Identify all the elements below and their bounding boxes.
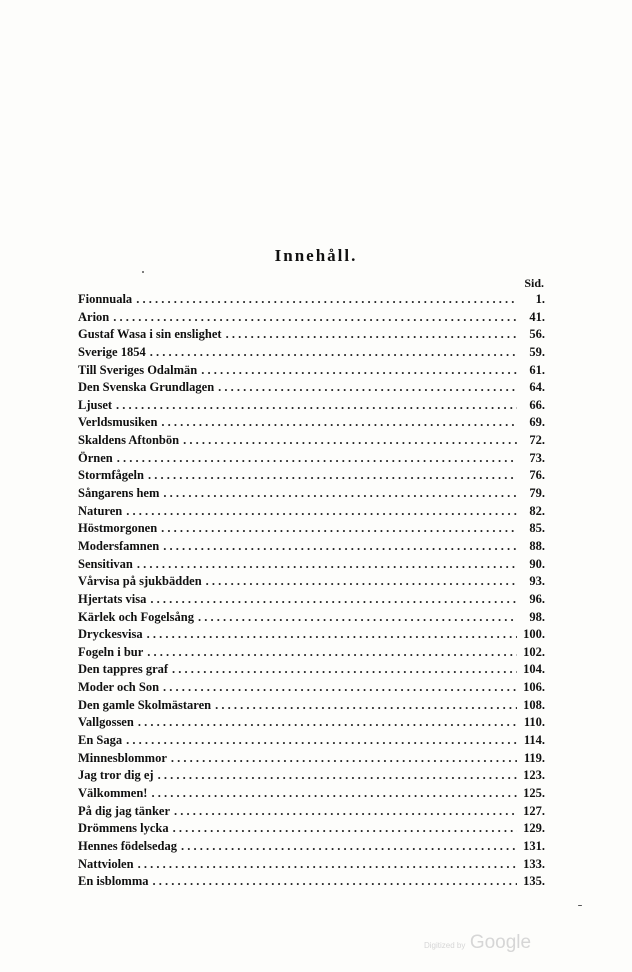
toc-entry-title: Välkommen! — [78, 785, 148, 800]
toc-entry-page: 41. — [529, 309, 545, 324]
toc-entry — [78, 857, 545, 875]
dot-leader — [173, 821, 517, 836]
toc-entry-page: 72. — [529, 433, 545, 448]
toc-entry — [78, 645, 545, 663]
dot-leader — [172, 662, 517, 677]
toc-entry-title: Höstmorgonen — [78, 521, 158, 536]
toc-entry-page: 133. — [523, 856, 545, 871]
dot-leader — [137, 557, 517, 572]
toc-entry — [78, 574, 545, 592]
toc-entry-page: 96. — [529, 591, 545, 606]
toc-entry-title: Moder och Son — [78, 680, 160, 695]
ink-speck — [142, 271, 144, 273]
toc-entry-page: 56. — [529, 327, 545, 342]
watermark-brand: Google — [469, 932, 532, 953]
toc-entry-page: 110. — [523, 715, 545, 730]
toc-entry — [78, 539, 545, 557]
toc-entry — [78, 486, 545, 504]
dot-leader — [136, 292, 517, 307]
toc-entry — [78, 821, 545, 839]
toc-entry-title: På dig jag tänker — [78, 803, 171, 818]
toc-entry — [78, 327, 545, 345]
toc-entry — [78, 557, 545, 575]
toc-entry — [78, 786, 545, 804]
page-column-label: Sid. — [524, 276, 544, 290]
toc-entry — [78, 398, 545, 416]
dot-leader — [218, 380, 517, 395]
toc-entry-page: 100. — [523, 627, 545, 642]
toc-entry-page: 93. — [529, 574, 545, 589]
toc-entry-page: 119. — [523, 750, 545, 765]
toc-entry-page: 135. — [523, 874, 545, 889]
toc-entry-page: 61. — [529, 362, 545, 377]
toc-entry — [78, 345, 545, 363]
toc-entry-page: 123. — [523, 768, 545, 783]
toc-entry-page: 82. — [529, 503, 545, 518]
dot-leader — [158, 768, 517, 783]
dot-leader — [138, 715, 517, 730]
toc-entry-title: Skaldens Aftonbön — [78, 433, 180, 448]
dot-leader — [151, 786, 517, 801]
toc-entry — [78, 415, 545, 433]
dot-leader — [126, 733, 517, 748]
toc-entry-title: Stormfågeln — [78, 468, 144, 483]
toc-entry — [78, 610, 545, 628]
toc-entry — [78, 627, 545, 645]
toc-entry-title: Vallgossen — [78, 715, 134, 730]
toc-entry-title: Arion — [78, 309, 110, 324]
toc-entry — [78, 310, 545, 328]
toc-entry — [78, 433, 545, 451]
toc-entry-title: Modersfamnen — [78, 538, 160, 553]
toc-entry-title: Örnen — [78, 450, 113, 465]
toc-entry-title: Dryckesvisa — [78, 627, 143, 642]
toc-entry-page: 66. — [529, 397, 545, 412]
toc-entry-title: Sverige 1854 — [78, 344, 146, 359]
toc-entry-page: 88. — [529, 538, 545, 553]
toc-entry — [78, 733, 545, 751]
toc-entry — [78, 521, 545, 539]
dot-leader — [215, 698, 517, 713]
toc-entry — [78, 680, 545, 698]
watermark-prefix: Digitized by — [424, 941, 466, 950]
toc-entry-page: 106. — [523, 680, 545, 695]
toc-entry — [78, 592, 545, 610]
toc-entry-title: Verldsmusiken — [78, 415, 158, 430]
toc-entry — [78, 292, 545, 310]
toc-entry-page: 76. — [529, 468, 545, 483]
toc-entry-page: 102. — [523, 644, 545, 659]
dot-leader — [148, 468, 517, 483]
toc-entry-title: Sensitivan — [78, 556, 133, 571]
toc-entry — [78, 380, 545, 398]
toc-entry-title: Den tappres graf — [78, 662, 169, 677]
ink-speck — [578, 905, 582, 906]
toc-entry-page: 98. — [529, 609, 545, 624]
toc-entry-page: 59. — [529, 344, 545, 359]
toc-entry-title: Den gamle Skolmästaren — [78, 697, 212, 712]
toc-entry-title: Kärlek och Fogelsång — [78, 609, 194, 624]
dot-leader — [181, 839, 517, 854]
table-of-contents — [78, 292, 545, 892]
toc-entry-page: 64. — [529, 380, 545, 395]
dot-leader — [113, 310, 517, 325]
toc-entry — [78, 662, 545, 680]
toc-entry-title: Fionnuala — [78, 292, 133, 306]
toc-entry-page: 108. — [523, 697, 545, 712]
toc-entry — [78, 768, 545, 786]
toc-entry — [78, 698, 545, 716]
toc-entry-page: 104. — [523, 662, 545, 677]
toc-entry-title: Drömmens lycka — [78, 821, 169, 836]
toc-entry-page: 90. — [529, 556, 545, 571]
toc-entry-title: Nattviolen — [78, 856, 134, 871]
toc-entry-page: 131. — [523, 838, 545, 853]
dot-leader — [174, 804, 517, 819]
toc-entry-page: 85. — [529, 521, 545, 536]
toc-entry-page: 114. — [523, 733, 545, 748]
toc-entry-title: En Saga — [78, 733, 123, 748]
dot-leader — [153, 874, 517, 889]
toc-entry — [78, 874, 545, 892]
toc-entry — [78, 451, 545, 469]
toc-entry-page: 69. — [529, 415, 545, 430]
dot-leader — [163, 539, 517, 554]
dot-leader — [161, 415, 517, 430]
toc-entry-title: Gustaf Wasa i sin enslighet — [78, 327, 222, 342]
toc-entry-title: Sångarens hem — [78, 486, 160, 501]
dot-leader — [206, 574, 517, 589]
dot-leader — [117, 451, 517, 466]
toc-entry-title: Hennes födelsedag — [78, 838, 177, 853]
toc-entry-title: Vårvisa på sjukbädden — [78, 574, 202, 589]
dot-leader — [183, 433, 517, 448]
toc-entry-title: Hjertats visa — [78, 591, 147, 606]
toc-entry — [78, 839, 545, 857]
page-title: Innehåll. — [274, 246, 358, 265]
dot-leader — [150, 592, 517, 607]
toc-entry-page: 127. — [523, 803, 545, 818]
dot-leader — [163, 486, 517, 501]
toc-entry-page: 73. — [529, 450, 545, 465]
toc-entry-title: Jag tror dig ej — [78, 768, 154, 783]
dot-leader — [163, 680, 517, 695]
toc-entry-title: En isblomma — [78, 874, 149, 889]
dot-leader — [147, 645, 517, 660]
dot-leader — [226, 327, 517, 342]
toc-entry-title: Naturen — [78, 503, 123, 518]
toc-entry-page: 79. — [529, 486, 545, 501]
toc-entry — [78, 751, 545, 769]
toc-entry-title: Fogeln i bur — [78, 644, 144, 659]
toc-entry — [78, 504, 545, 522]
toc-entry-page: 125. — [523, 785, 545, 800]
toc-entry-title: Minnesblommor — [78, 750, 167, 765]
dot-leader — [147, 627, 517, 642]
dot-leader — [150, 345, 517, 360]
toc-entry-title: Den Svenska Grundlagen — [78, 380, 215, 395]
dot-leader — [138, 857, 517, 872]
dot-leader — [201, 363, 517, 378]
digitized-by-watermark — [424, 932, 531, 954]
toc-entry — [78, 468, 545, 486]
toc-entry-title: Till Sveriges Odalmän — [78, 362, 198, 377]
dot-leader — [126, 504, 517, 519]
toc-entry-page: 129. — [523, 821, 545, 836]
toc-entry-title: Ljuset — [78, 397, 113, 412]
dot-leader — [161, 521, 517, 536]
dot-leader — [198, 610, 517, 625]
toc-entry — [78, 363, 545, 381]
toc-entry-page: 1. — [535, 292, 545, 306]
toc-entry — [78, 715, 545, 733]
toc-entry — [78, 804, 545, 822]
dot-leader — [116, 398, 517, 413]
dot-leader — [171, 751, 517, 766]
